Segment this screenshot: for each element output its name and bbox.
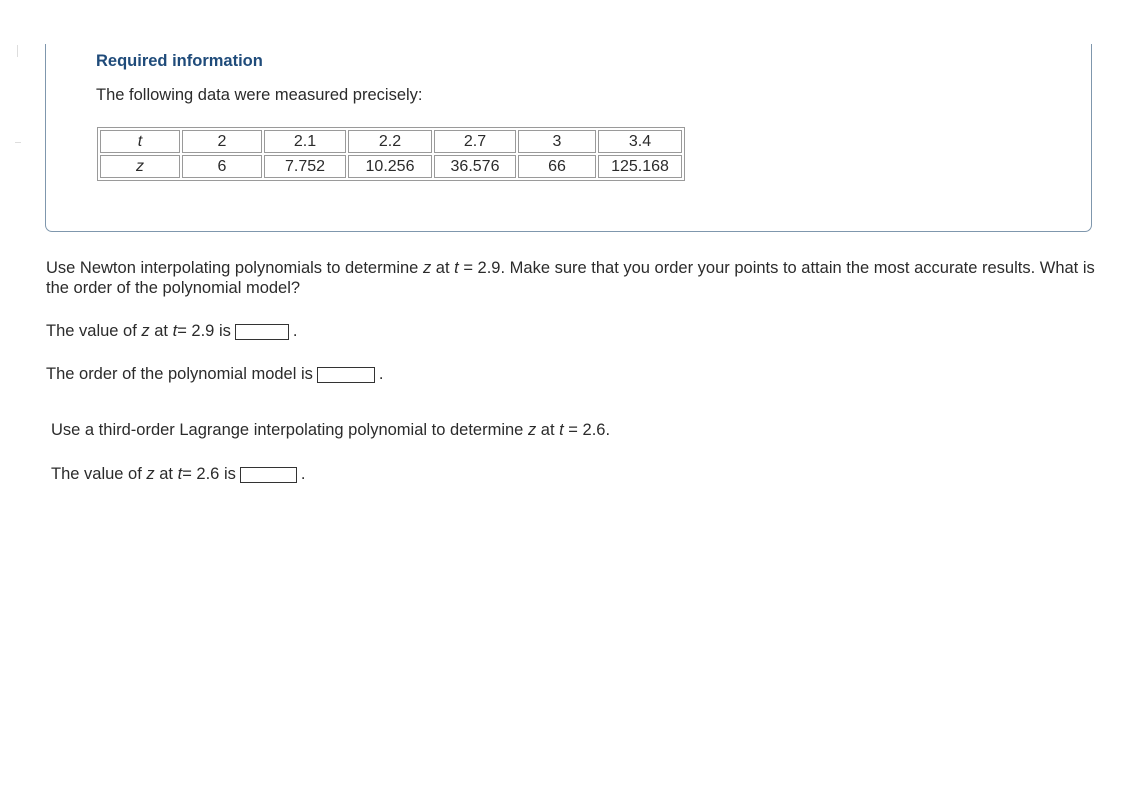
answer-text: The order of the polynomial model is — [46, 365, 313, 383]
table-cell: 2 — [182, 130, 262, 153]
variable-t: t — [559, 421, 564, 439]
answer-text: at — [154, 322, 169, 340]
table-cell: 10.256 — [348, 155, 432, 178]
panel-lead-text: The following data were measured precisely: — [96, 86, 423, 104]
answer-text: The value of — [46, 322, 137, 340]
question-1-prompt — [46, 258, 1106, 298]
prompt-text: Use Newton interpolating polynomials to determine — [46, 259, 423, 277]
row-label-z: z — [100, 155, 180, 178]
page-edge-mark — [15, 142, 21, 143]
row-label-t: t — [100, 130, 180, 153]
table-cell: 3.4 — [598, 130, 682, 153]
table-cell: 2.7 — [434, 130, 516, 153]
answer-line-value-2-9 — [46, 322, 297, 341]
variable-z: z — [422, 259, 432, 277]
page-edge-mark — [17, 45, 18, 57]
table-cell: 36.576 — [434, 155, 516, 178]
answer-line-order — [46, 365, 383, 384]
table-cell: 2.2 — [348, 130, 432, 153]
table-row-t — [100, 130, 682, 153]
required-information-panel — [45, 44, 1092, 232]
table-cell: 125.168 — [598, 155, 682, 178]
answer-text: The value of — [51, 465, 142, 483]
table-cell: 6 — [182, 155, 262, 178]
prompt-text: at — [431, 259, 455, 277]
answer-period: . — [300, 465, 306, 483]
table-cell: 2.1 — [264, 130, 346, 153]
table-row-z — [100, 155, 682, 178]
answer-line-value-2-6 — [51, 465, 305, 484]
table-cell: 66 — [518, 155, 596, 178]
variable-t: t — [172, 322, 178, 340]
answer-text: = 2.6 is — [182, 465, 236, 483]
data-table — [97, 127, 685, 181]
variable-t: t — [454, 259, 459, 277]
variable-t: t — [177, 465, 183, 483]
prompt-text: at — [536, 421, 560, 439]
panel-title: Required information — [96, 52, 263, 70]
variable-z: z — [146, 465, 155, 483]
answer-text: at — [159, 465, 174, 483]
value-at-2-9-input[interactable] — [235, 324, 289, 340]
question-2-prompt — [51, 421, 610, 440]
answer-period: . — [378, 365, 384, 383]
variable-z: z — [527, 421, 537, 439]
answer-text: = 2.9 is — [177, 322, 231, 340]
prompt-text: = 2.6. — [563, 421, 611, 439]
value-at-2-6-input[interactable] — [240, 467, 297, 483]
answer-period: . — [292, 322, 298, 340]
table-cell: 7.752 — [264, 155, 346, 178]
variable-z: z — [141, 322, 150, 340]
table-cell: 3 — [518, 130, 596, 153]
polynomial-order-input[interactable] — [317, 367, 375, 383]
prompt-text: Use a third-order Lagrange interpolating polynomial to determine — [51, 421, 528, 439]
prompt-text: = 2.9. Make sure that you order your points to attain the most accurate results. What is the order of the polynomial model? — [46, 259, 1095, 297]
